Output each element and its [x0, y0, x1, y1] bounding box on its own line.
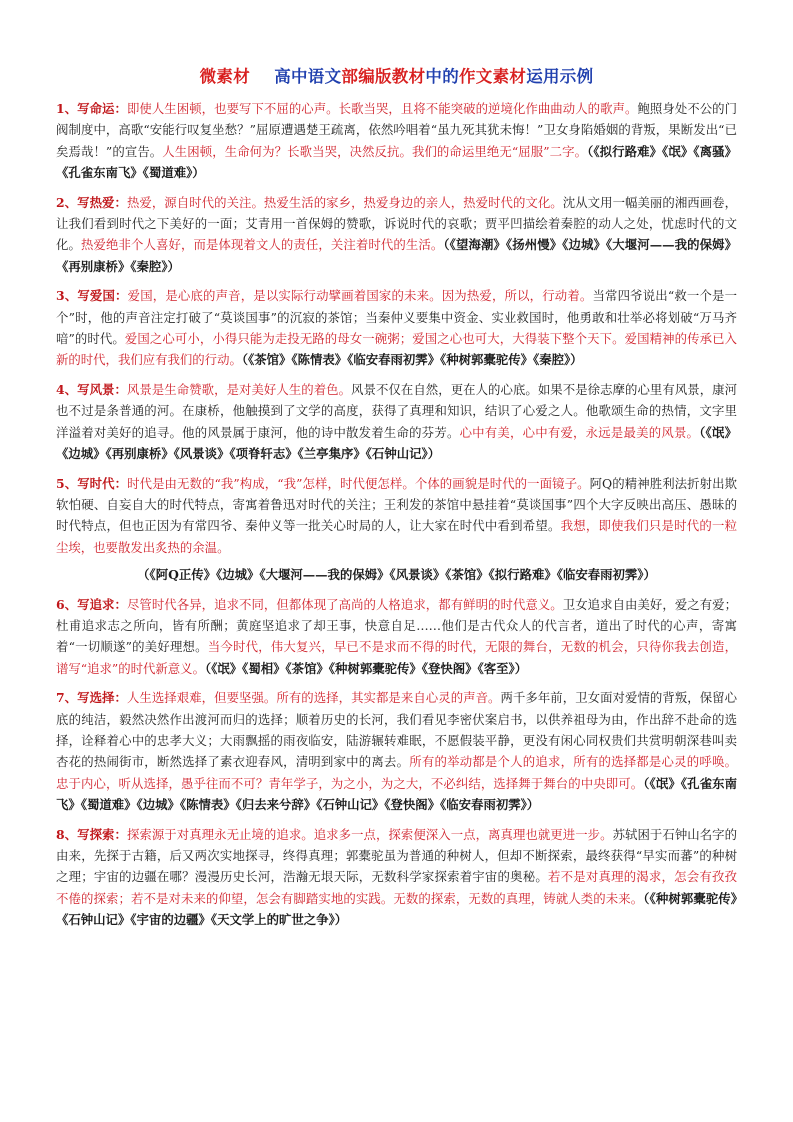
section-body: 沈从文用一幅美丽的湘西画卷，让我们看到时代之下美好的一面；艾青用一首保姆的赞歌，诉说时代的哀歌；贾平凹描绘着秦腔的动人之处，忧虑时代的文化。 — [56, 194, 738, 253]
section-era — [56, 473, 737, 586]
section-works-list: （《氓》《蜀相》《茶馆》《种树郭橐驼传》《登快阁》《客至》） — [204, 660, 528, 676]
section-pursuit — [56, 594, 737, 680]
section-conclusion: 当今时代，伟大复兴，早已不是求而不得的时代，无限的舞台，无数的机会，只待你我去创造，谱写“追求”的时代新意义。 — [56, 639, 737, 676]
section-heading: 7、写选择： — [56, 690, 127, 706]
section-thesis: 风景是生命赞歌，是对美好人生的着色。 — [126, 381, 352, 397]
section-works-list: （《拟行路难》《氓》《离骚》《孔雀东南飞》《蜀道难》） — [56, 143, 737, 181]
section-conclusion: 心中有美，心中有爱，永远是最美的风景。 — [459, 424, 700, 440]
section-body: 鲍照身处不公的门阀制度中，高歌“安能行叹复坐愁？”屈原遭遇楚王疏离，依然吟唱着“虽九死其犹未悔！”卫女身陷婚姻的背叛，果断发出“已矣焉哉！”的宣告。 — [56, 101, 738, 159]
section-thesis: 人生选择艰难，但要坚强。所有的选择，其实都是来自心灵的声音。 — [126, 690, 501, 706]
section-works-list: （《种树郭橐驼传》《石钟山记》《宇宙的边疆》《天文学上的旷世之争》） — [56, 890, 737, 928]
section-fate — [56, 98, 737, 184]
section-heading: 6、写追求： — [56, 596, 127, 612]
section-body: 两千多年前，卫女面对爱情的背叛，保留心底的纯洁，毅然决然作出渡河而归的选择；顺着历史的长河，我们看见李密伏案启书，以供养祖母为由，作出辞不赴命的选择，诠释着心中的忠孝大义；大雨飘摇的雨夜临安，陆游辗转难眠，不愿假装平静，更没有闲心同权贵们共赏明朝深巷叫卖杏花的热闹街市，断然选择了素衣迎春风，清明到家中的离去。 — [56, 690, 738, 770]
section-thesis: 探索源于对真理永无止境的追求。追求多一点，探索便深入一点，离真理也就更进一步。 — [126, 826, 613, 842]
title-part-weisucai: 微素材 — [199, 67, 250, 86]
section-conclusion: 人生困顿，生命何为？长歌当哭，决然反抗。我们的命运里绝无“屈服”二字。 — [162, 143, 588, 159]
title-part-jiaocai: 部编版教材 — [341, 67, 426, 86]
section-conclusion: 我想，即使我们只是时代的一粒尘埃，也要散发出炙热的余温。 — [56, 518, 738, 555]
title-part-gaozhong: 高中语文 — [274, 67, 342, 86]
section-body: 当常四爷说出“救一个是一个”时，他的声音注定打破了“莫谈国事”的沉寂的茶馆；当秦仲义要集中资金、实业救国时，他勇敢和壮举必将划破“万马齐喑”的时代。 — [56, 288, 738, 347]
section-conclusion: 若不是对真理的渴求，怎会有孜孜不倦的探索；若不是对未来的仰望，怎会有脚踏实地的实践。无数的探索，无数的真理，铸就人类的未来。 — [56, 869, 738, 906]
section-thesis: 尽管时代各异，追求不同，但都体现了高尚的人格追求，都有鲜明的时代意义。 — [126, 596, 563, 612]
section-thesis: 爱国，是心底的声音，是以实际行动擘画着国家的未来。因为热爱，所以，行动着。 — [127, 288, 593, 304]
section-body: 苏轼困于石钟山名字的由来，先探于古籍，后又两次实地探寻，终得真理；郭橐驼虽为普通的种树人，但却不断探索，最终获得“早实而蕃”的种树之理；宇宙的边疆在哪？漫漫历史长河，浩瀚无垠天际，无数科学家探索着宇宙的奥秘。 — [56, 826, 738, 885]
section-works-list: （《望海潮》《扬州慢》《边城》《大堰河——我的保姆》《再别康桥》《秦腔》） — [56, 237, 738, 274]
title-part-zhongde: 中的 — [425, 67, 459, 86]
section-body: 风景不仅在自然，更在人的心底。如果不是徐志摩的心里有风景，康河也不过是条普通的河。在康桥，他触摸到了文学的高度，获得了真理和知识，结识了心爱之人。他歌颂生命的热情，文字里洋溢着对美好的追寻。他的风景属于康河，他的诗中散发着生命的芬芳。 — [56, 381, 738, 440]
section-body: 卫女追求自由美好，爱之有爱；杜甫追求志之所向，皆有所酬；黄庭坚追求了却王事，快意自足……他们是古代众人的代言者，道出了时代的心声，寄寓着“一切顺遂”的美好理想。 — [56, 596, 738, 655]
section-works-list: （《氓》《边城》《再别康桥》《风景谈》《项脊轩志》《兰亭集序》《石钟山记》） — [56, 424, 738, 462]
section-conclusion: 所有的举动都是个人的追求，所有的选择都是心灵的呼唤。忠于内心，听从选择，愚乎往而不可？青年学子，为之小，为之大，不必纠结，选择舞于舞台的中央即可。 — [56, 754, 738, 791]
section-heading: 2、写热爱： — [56, 194, 127, 210]
section-patriotism — [56, 285, 737, 371]
title-part-yunyong: 运用示例 — [526, 67, 594, 86]
section-thesis: 热爱，源自时代的关注。热爱生活的家乡，热爱身边的亲人，热爱时代的文化。 — [126, 194, 563, 210]
section-thesis: 即使人生困顿，也要写下不屈的心声。长歌当哭，且将不能突破的逆境化作曲曲动人的歌声。 — [126, 101, 638, 116]
section-heading: 5、写时代： — [56, 475, 128, 491]
title-part-zuowen: 作文素材 — [459, 67, 527, 86]
section-works-list: （《茶馆》《陈情表》《临安春雨初霁》《种树郭橐驼传》《秦腔》） — [241, 352, 583, 368]
section-choice — [56, 687, 737, 815]
section-heading: 3、写爱国： — [56, 288, 128, 304]
page-title — [56, 66, 737, 88]
section-works-list: （《氓》《孔雀东南飞》《蜀道难》《边城》《陈情表》《归去来兮辞》《石钟山记》《登快阁》《临安春雨初霁》） — [56, 775, 737, 813]
section-heading: 8、写探索： — [56, 826, 127, 842]
section-exploration — [56, 824, 737, 931]
section-conclusion: 热爱绝非个人喜好，而是体现着文人的责任，关注着时代的生活。 — [81, 237, 444, 253]
section-heading: 1、写命运： — [56, 101, 127, 116]
section-scenery — [56, 379, 737, 465]
section-thesis: 时代是由无数的“我”构成，“我”怎样，时代便怎样。个体的画貌是时代的一面镜子。 — [127, 475, 590, 491]
section-conclusion: 爱国之心可小，小得只能为走投无路的母女一碗粥；爱国之心也可大，大得装下整个天下。爱国精神的传承已入新的时代，我们应有我们的行动。 — [56, 331, 737, 368]
section-love — [56, 192, 737, 278]
section-body: 阿Q的精神胜利法折射出欺软怕硬、自妄自大的时代特点，寄寓着鲁迅对时代的关注；王利发的茶馆中悬挂着“莫谈国事”四个大字反映出高压、愚昧的时代特点，但也正因为有常四爷、秦仲义等一批关心时局的人，让大家在时代中看到希望。 — [56, 475, 737, 534]
section-heading: 4、写风景： — [56, 381, 127, 397]
section-works-list: （《阿Q正传》《边城》《大堰河——我的保姆》《风景谈》《茶馆》《拟行路难》《临安春雨初霁》） — [137, 567, 656, 583]
